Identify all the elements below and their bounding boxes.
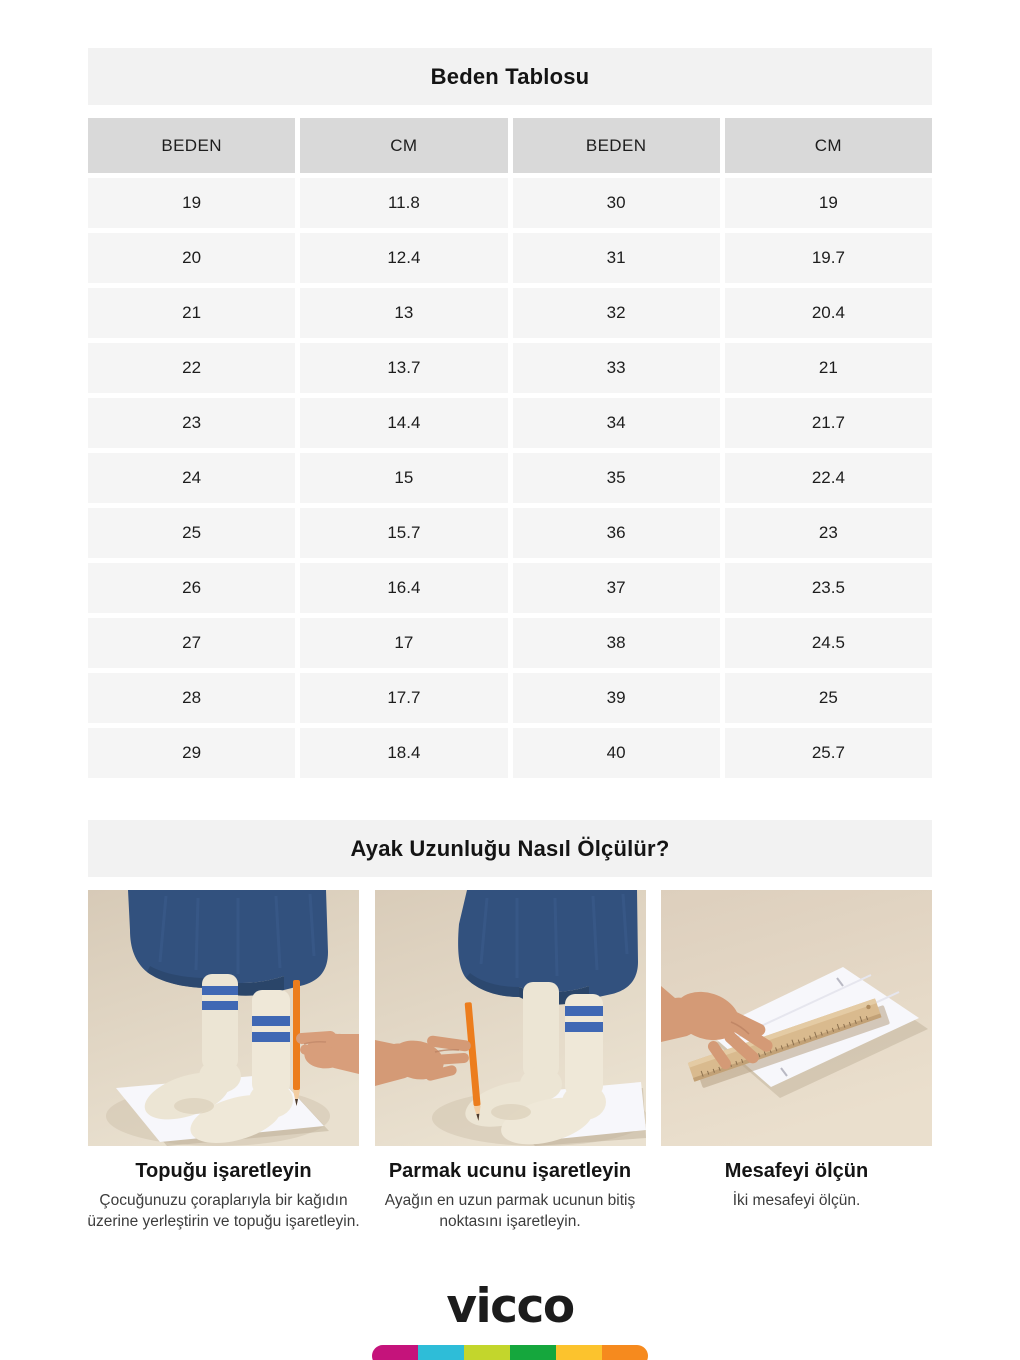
size-table-cell: 30 xyxy=(513,178,720,228)
brand-footer xyxy=(0,1278,1020,1360)
size-table-cell: 21.7 xyxy=(725,398,932,448)
logo-color-bar xyxy=(372,1345,648,1360)
size-table-title: Beden Tablosu xyxy=(430,63,590,89)
step-description: İki mesafeyi ölçün. xyxy=(732,1192,861,1209)
step-card-measure xyxy=(661,890,932,1233)
step-card-mark-heel xyxy=(88,890,359,1233)
logo-color-bar-segment xyxy=(510,1345,556,1360)
mark-heel-photo xyxy=(88,890,359,1146)
logo-color-bar-segment xyxy=(556,1345,602,1360)
step-title: Mesafeyi ölçün xyxy=(724,1160,869,1182)
size-table-cell: 26 xyxy=(88,563,295,613)
size-table-header-cell: CM xyxy=(725,118,932,173)
step-title: Topuğu işaretleyin xyxy=(135,1160,312,1182)
size-table-cell: 27 xyxy=(88,618,295,668)
size-table-cell: 19.7 xyxy=(725,233,932,283)
howto-header-bar xyxy=(88,820,932,877)
size-table-cell: 23 xyxy=(725,508,932,558)
logo-color-bar-segment xyxy=(372,1345,418,1360)
howto-steps xyxy=(88,890,932,1233)
size-table-cell: 20.4 xyxy=(725,288,932,338)
size-table-cell: 25.7 xyxy=(725,728,932,778)
size-table-cell: 33 xyxy=(513,343,720,393)
size-table-cell: 21 xyxy=(725,343,932,393)
size-table-cell: 14.4 xyxy=(300,398,507,448)
size-table-cell: 36 xyxy=(513,508,720,558)
size-table-cell: 13 xyxy=(300,288,507,338)
mark-toe-photo xyxy=(375,890,646,1146)
size-table-cell: 15.7 xyxy=(300,508,507,558)
size-table-cell: 20 xyxy=(88,233,295,283)
size-table-cell: 15 xyxy=(300,453,507,503)
size-table-cell: 18.4 xyxy=(300,728,507,778)
size-table-cell: 22.4 xyxy=(725,453,932,503)
size-table-header-cell: BEDEN xyxy=(513,118,720,173)
size-table-cell: 25 xyxy=(88,508,295,558)
logo-color-bar-segment xyxy=(464,1345,510,1360)
size-table-cell: 24.5 xyxy=(725,618,932,668)
size-table-cell: 17 xyxy=(300,618,507,668)
logo-color-bar-segment xyxy=(602,1345,648,1360)
measure-distance-photo xyxy=(661,890,932,1146)
size-table-cell: 11.8 xyxy=(300,178,507,228)
size-table-cell: 28 xyxy=(88,673,295,723)
logo-color-bar-segment xyxy=(418,1345,464,1360)
size-table-header-cell: CM xyxy=(300,118,507,173)
size-table-cell: 24 xyxy=(88,453,295,503)
step-title: Parmak ucunu işaretleyin xyxy=(388,1160,632,1182)
step-card-mark-toe xyxy=(375,890,646,1233)
size-table-cell: 19 xyxy=(88,178,295,228)
size-table-cell: 34 xyxy=(513,398,720,448)
size-table-cell: 29 xyxy=(88,728,295,778)
vicco-logo: vicco xyxy=(446,1278,574,1334)
size-table-cell: 19 xyxy=(725,178,932,228)
howto-title: Ayak Uzunluğu Nasıl Ölçülür? xyxy=(350,835,670,861)
size-table-cell: 35 xyxy=(513,453,720,503)
size-table-cell: 37 xyxy=(513,563,720,613)
size-table xyxy=(88,118,932,778)
step-description: Ayağın en uzun parmak ucunun bitiş noktasını işaretleyin. xyxy=(384,1192,636,1231)
step-description: Çocuğunuzu çoraplarıyla bir kağıdın üzerine yerleştirin ve topuğu işaretleyin. xyxy=(87,1192,360,1231)
size-table-cell: 21 xyxy=(88,288,295,338)
size-table-cell: 32 xyxy=(513,288,720,338)
size-table-cell: 17.7 xyxy=(300,673,507,723)
size-table-cell: 22 xyxy=(88,343,295,393)
size-table-cell: 13.7 xyxy=(300,343,507,393)
size-table-header-bar xyxy=(88,48,932,105)
size-table-header-cell: BEDEN xyxy=(88,118,295,173)
size-table-cell: 23.5 xyxy=(725,563,932,613)
size-table-cell: 25 xyxy=(725,673,932,723)
size-table-cell: 12.4 xyxy=(300,233,507,283)
size-table-cell: 16.4 xyxy=(300,563,507,613)
size-table-cell: 40 xyxy=(513,728,720,778)
size-table-cell: 39 xyxy=(513,673,720,723)
size-table-cell: 23 xyxy=(88,398,295,448)
size-table-cell: 38 xyxy=(513,618,720,668)
size-table-cell: 31 xyxy=(513,233,720,283)
